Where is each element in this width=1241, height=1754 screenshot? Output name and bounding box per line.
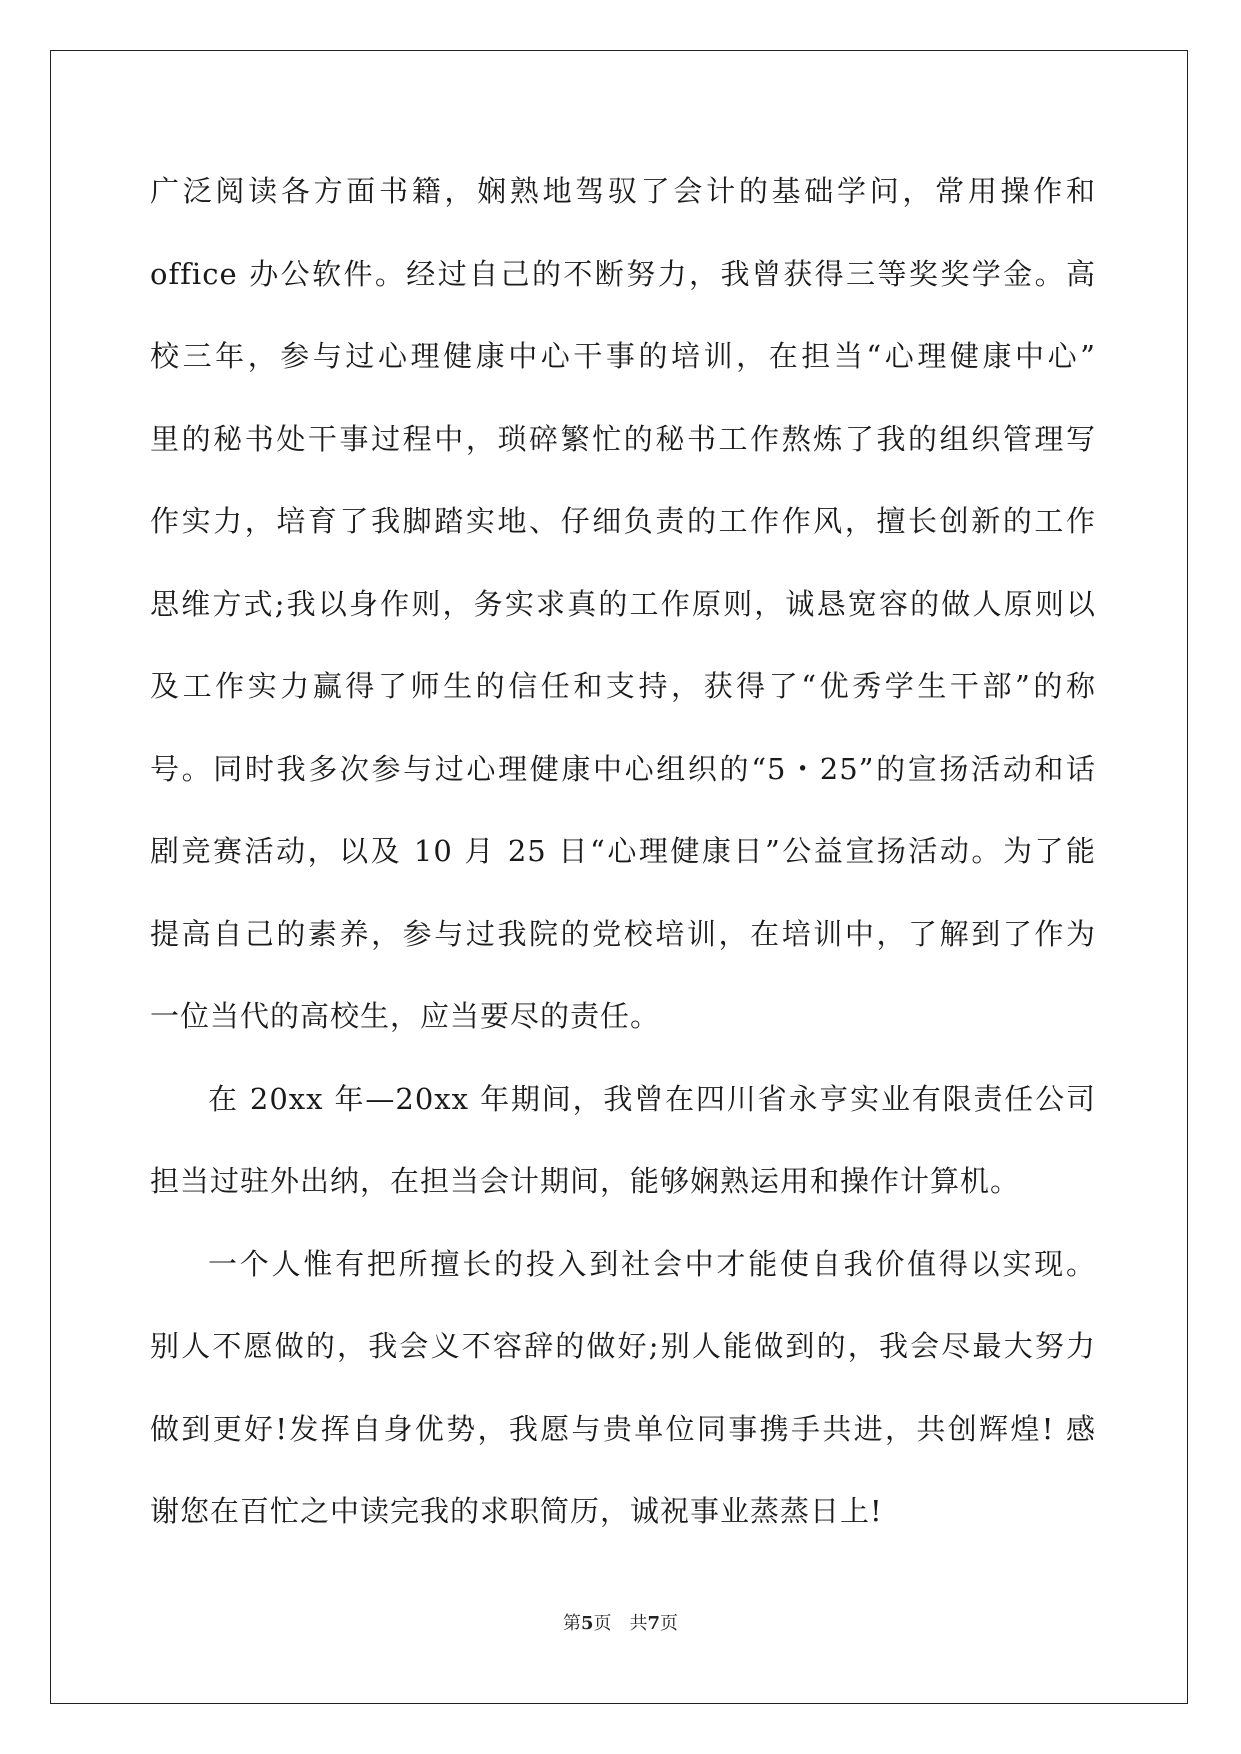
total-page-number: 7 (647, 1613, 661, 1634)
current-page-number: 5 (580, 1613, 594, 1634)
document-body (150, 162, 1096, 1565)
body-line: 广泛阅读各方面书籍，娴熟地驾驭了会计的基础学问，常用操作和 (150, 174, 1096, 208)
body-line: 谢您在百忙之中读完我的求职简历，诚祝事业蒸蒸日上! (150, 1494, 883, 1528)
body-line: 校三年，参与过心理健康中心干事的培训，在担当“心理健康中心” (150, 339, 1096, 373)
body-line: 号。同时我多次参与过心理健康中心组织的“5・25”的宣扬活动和话 (150, 751, 1096, 786)
page-number-footer (0, 1612, 1241, 1636)
body-line: 担当过驻外出纳，在担当会计期间，能够娴熟运用和操作计算机。 (150, 1164, 1021, 1198)
body-line: 做到更好!发挥自身优势，我愿与贵单位同事携手共进，共创辉煌! 感 (150, 1411, 1096, 1446)
body-line: 一位当代的高校生，应当要尽的责任。 (150, 999, 661, 1033)
body-line: 及工作实力赢得了师生的信任和支持，获得了“优秀学生干部”的称 (150, 669, 1096, 703)
body-line: 别人不愿做的，我会义不容辞的做好;别人能做到的，我会尽最大努力 (150, 1329, 1096, 1363)
body-line: 提高自己的素养，参与过我院的党校培训，在培训中，了解到了作为 (150, 916, 1096, 951)
total-label-suffix: 页 (660, 1613, 679, 1634)
body-line: office 办公软件。经过自己的不断努力，我曾获得三等奖奖学金。高 (150, 256, 1096, 291)
total-label-prefix: 共 (629, 1613, 648, 1634)
body-line: 思维方式;我以身作则，务实求真的工作原则，诚恳宽容的做人原则以 (150, 586, 1096, 621)
body-line: 在 20xx 年—20xx 年期间，我曾在四川省永亨实业有限责任公司 (208, 1081, 1096, 1116)
body-line: 剧竞赛活动，以及 10 月 25 日“心理健康日”公益宣扬活动。为了能 (150, 834, 1096, 868)
body-line: 一个人惟有把所擅长的投入到社会中才能使自我价值得以实现。 (208, 1246, 1096, 1281)
body-line: 作实力，培育了我脚踏实地、仔细负责的工作作风，擅长创新的工作 (150, 504, 1096, 538)
body-line: 里的秘书处干事过程中，琐碎繁忙的秘书工作熬炼了我的组织管理写 (150, 421, 1096, 456)
page-label-prefix: 第 (562, 1613, 581, 1634)
page-label-suffix: 页 (593, 1613, 612, 1634)
